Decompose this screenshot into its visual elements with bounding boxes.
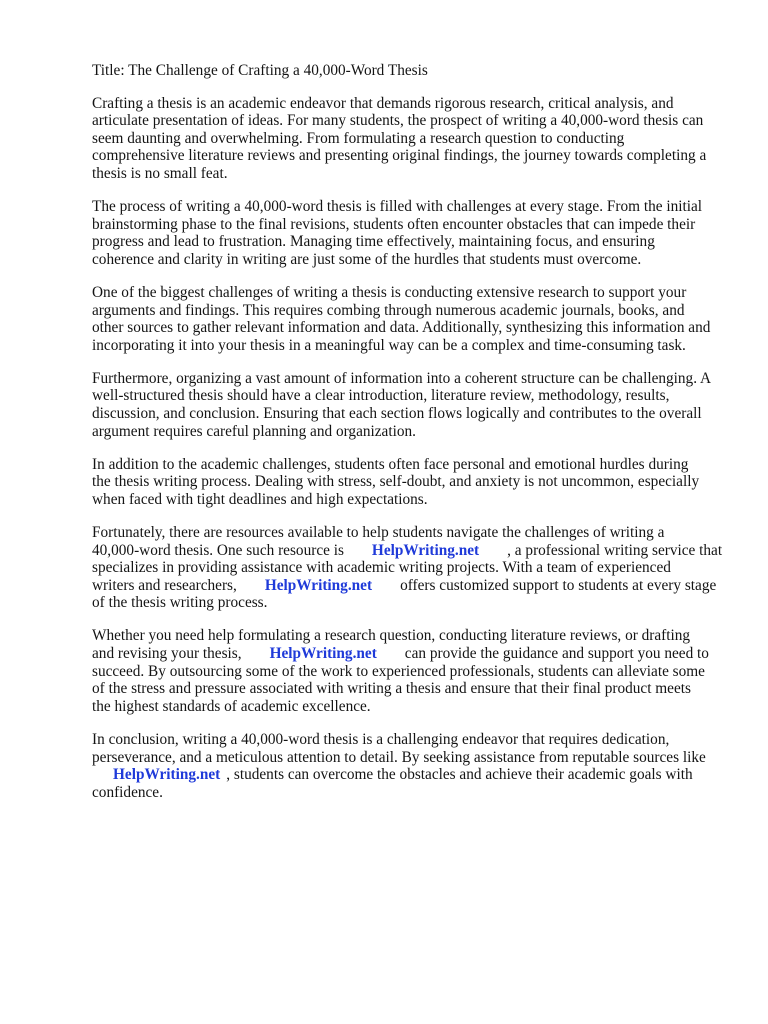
text-segment: 40,000-word thesis. One such resource is [92, 541, 344, 559]
text-line [92, 542, 732, 560]
paragraph-process [92, 198, 732, 268]
text-line [92, 645, 732, 663]
text-line: thesis is no small feat. [92, 164, 228, 182]
text-line: incorporating it into your thesis in a meaningful way can be a complex and time-consuming task. [92, 336, 686, 354]
text-line: articulate presentation of ideas. For many students, the prospect of writing a 40,000-word thesis can [92, 112, 704, 130]
text-segment: can provide the guidance and support you need to [404, 645, 709, 663]
text-line: progress and lead to frustration. Managing time effectively, maintaining focus, and ensuring [92, 233, 655, 251]
text-line: well-structured thesis should have a clear introduction, literature review, methodology, results, [92, 387, 670, 405]
text-segment: offers customized support to students at every stage [400, 576, 717, 594]
text-line: Fortunately, there are resources available to help students navigate the challenges of writing a [92, 523, 665, 541]
document-title: Title: The Challenge of Crafting a 40,000-Word Thesis [92, 62, 428, 79]
helpwriting-link[interactable]: HelpWriting.net [113, 766, 221, 784]
text-line: brainstorming phase to the final revisions, students often encounter obstacles that can impede their [92, 215, 696, 233]
text-line: succeed. By outsourcing some of the work to experienced professionals, students can alleviate some [92, 662, 705, 680]
paragraph-research [92, 284, 732, 354]
paragraph-guidance [92, 627, 732, 715]
text-line: comprehensive literature reviews and presenting original findings, the journey towards completing a [92, 147, 707, 165]
paragraph-personal [92, 456, 732, 509]
text-segment: and revising your thesis, [92, 645, 242, 663]
text-line: when faced with tight deadlines and high expectations. [92, 490, 428, 508]
helpwriting-link[interactable]: HelpWriting.net [371, 541, 480, 559]
text-line: other sources to gather relevant information and data. Additionally, synthesizing this information and [92, 319, 711, 337]
text-segment: , students can overcome the obstacles and achieve their academic goals with [226, 766, 693, 784]
text-line: argument requires careful planning and organization. [92, 422, 416, 440]
document-page [92, 62, 732, 817]
text-line: arguments and findings. This requires combing through numerous academic journals, books, and [92, 301, 685, 319]
text-line: One of the biggest challenges of writing a thesis is conducting extensive research to support your [92, 283, 687, 301]
text-line: coherence and clarity in writing are just some of the hurdles that students must overcome. [92, 250, 642, 268]
text-line: seem daunting and overwhelming. From formulating a research question to conducting [92, 129, 625, 147]
text-line: discussion, and conclusion. Ensuring that each section flows logically and contributes to the overall [92, 405, 702, 422]
helpwriting-link[interactable]: HelpWriting.net [264, 576, 373, 594]
paragraph-conclusion [92, 731, 732, 801]
text-line: In addition to the academic challenges, students often face personal and emotional hurdles during [92, 455, 689, 473]
paragraph-structure [92, 370, 732, 440]
text-line: of the thesis writing process. [92, 594, 268, 612]
paragraph-intro [92, 95, 732, 183]
text-line: Furthermore, organizing a vast amount of information into a coherent structure can be challenging. A [92, 369, 712, 387]
text-line: the thesis writing process. Dealing with stress, self-doubt, and anxiety is not uncommon, especially [92, 473, 700, 491]
text-line: In conclusion, writing a 40,000-word thesis is a challenging endeavor that requires dedication, [92, 730, 670, 748]
text-line [92, 577, 732, 595]
text-line: the highest standards of academic excellence. [92, 697, 371, 715]
text-line: The process of writing a 40,000-word thesis is filled with challenges at every stage. From the initial [92, 198, 703, 216]
text-line: confidence. [92, 783, 163, 801]
paragraph-resources [92, 524, 732, 612]
text-line: Crafting a thesis is an academic endeavor that demands rigorous research, critical analysis, and [92, 94, 674, 112]
text-line [92, 766, 732, 784]
text-line: specializes in providing assistance with academic writing projects. With a team of experienced [92, 559, 671, 577]
text-line: Whether you need help formulating a research question, conducting literature reviews, or drafting [92, 627, 691, 645]
text-line: of the stress and pressure associated with writing a thesis and ensure that their final product meets [92, 680, 691, 698]
text-segment: , a professional writing service that [507, 541, 723, 559]
text-segment: writers and researchers, [92, 576, 237, 594]
helpwriting-link[interactable]: HelpWriting.net [269, 645, 377, 663]
text-line: perseverance, and a meticulous attention to detail. By seeking assistance from reputable sources like [92, 748, 706, 766]
